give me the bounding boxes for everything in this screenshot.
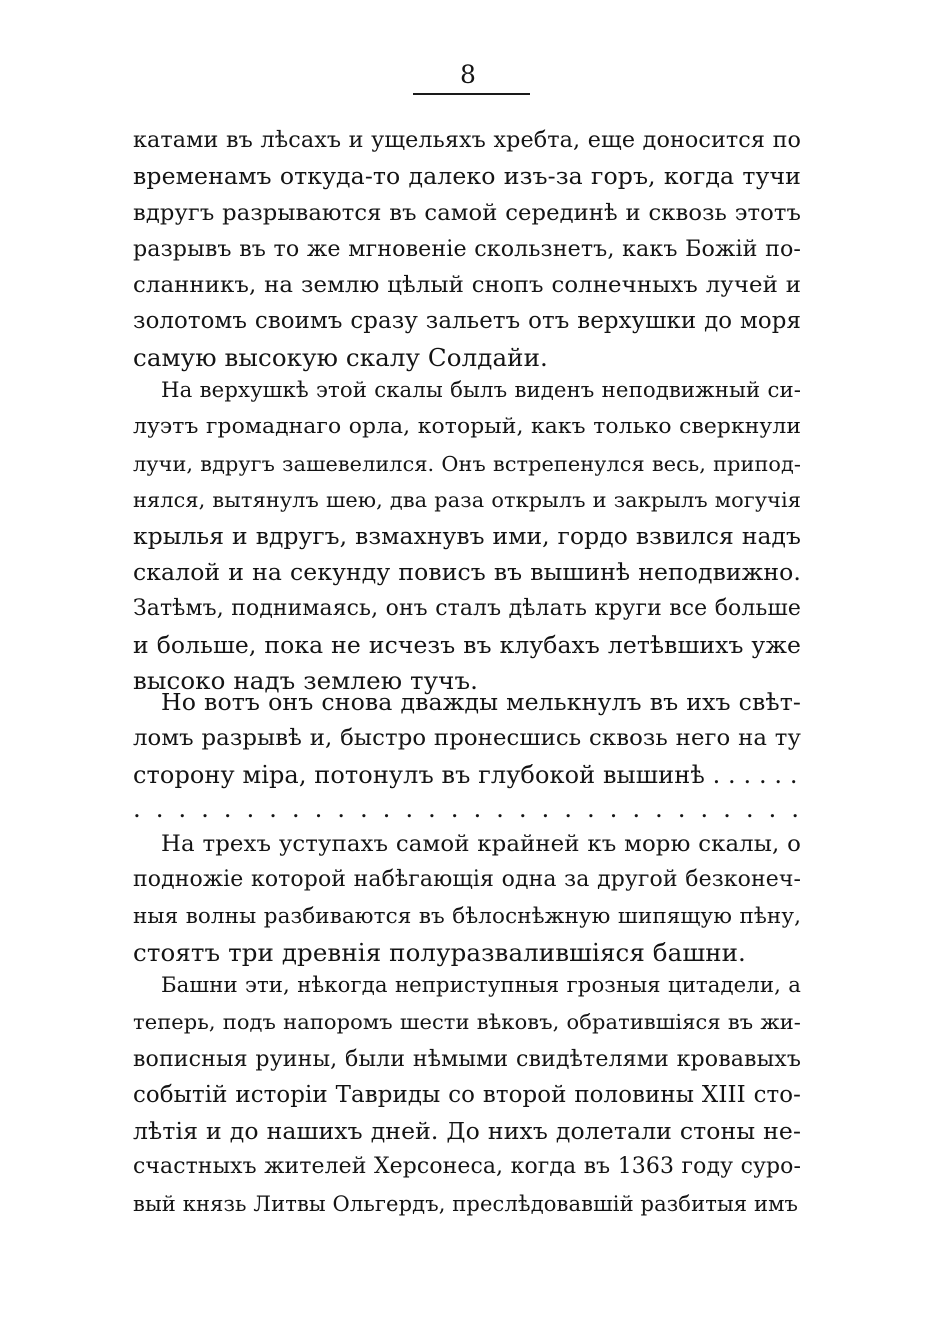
text-line: вдругъ разрываются въ самой серединѣ и сквозь этотъ <box>133 199 801 226</box>
text-line: крылья и вдругъ, взмахнувъ ими, гордо взвился надъ <box>133 522 801 551</box>
text-line: временамъ откуда-то далеко изъ-за горъ, когда тучи <box>133 162 801 191</box>
text-line: разрывъ въ то же мгновеніе скользнетъ, какъ Божій по- <box>133 235 801 262</box>
ellipsis-separator <box>133 791 801 827</box>
text-line: скалой и на секунду повисъ въ вышинѣ неподвижно. <box>133 558 801 587</box>
paragraph-2 <box>133 373 801 700</box>
paragraph-5 <box>133 968 801 1222</box>
text-line: нялся, вытянулъ шею, два раза открылъ и закрылъ могучія <box>133 487 801 512</box>
text-line: Затѣмъ, поднимаясь, онъ сталъ дѣлать круги все больше <box>133 595 801 621</box>
text-line: и больше, пока не исчезъ въ клубахъ летѣвшихъ уже <box>133 631 801 660</box>
page-number: 8 <box>460 60 476 89</box>
page-number-rule <box>413 93 530 95</box>
text-line: Но вотъ онъ снова дважды мелькнулъ въ ихъ свѣт- <box>161 688 801 716</box>
text-line: лучи, вдругъ зашевелился. Онъ встрепенулся весь, припод- <box>133 451 801 476</box>
text-line: На верхушкѣ этой скалы былъ виденъ неподвижный си- <box>161 378 801 403</box>
text-line: луэтъ громаднаго орла, который, какъ только сверкнули <box>133 414 801 440</box>
text-line: Башни эти, нѣкогда неприступныя грозныя цитадели, а <box>161 973 801 998</box>
text-line: золотомъ своимъ сразу зальетъ отъ верхушки до моря <box>133 308 801 335</box>
text-line: стоятъ три древнія полуразвалившіяся башни. <box>133 937 746 967</box>
text-line: катами въ лѣсахъ и ущельяхъ хребта, еще доносится по <box>133 127 801 153</box>
text-line: сланникъ, на землю цѣлый снопъ солнечныхъ лучей и <box>133 272 801 299</box>
text-line: подножіе которой набѣгающія одна за другой безконеч- <box>133 867 801 893</box>
text-line: высоко надъ землею тучъ. <box>133 666 479 696</box>
text-line: самую высокую скалу Солдайи. <box>133 342 548 372</box>
paragraph-4 <box>133 826 801 971</box>
paragraph-1 <box>133 122 801 376</box>
text-line: ломъ разрывѣ и, быстро пронесшись сквозь него на ту <box>133 725 801 752</box>
paragraph-3 <box>133 684 801 793</box>
text-line: ныя волны разбиваются въ бѣлоснѣжную шипящую пѣну, <box>133 903 801 929</box>
text-line: сторону міра, потонулъ въ глубокой вышинѣ . . . . . . <box>133 760 798 789</box>
text-line: вый князь Литвы Ольгердъ, преслѣдовавшій разбитыя имъ <box>133 1190 799 1216</box>
text-line: событій исторіи Тавриды со второй половины XIII сто- <box>133 1081 801 1108</box>
text-line: лѣтія и до нашихъ дней. До нихъ долетали стоны не- <box>133 1117 801 1146</box>
text-line: счастныхъ жителей Херсонеса, когда въ 1363 году суро- <box>133 1154 801 1180</box>
text-line: теперь, подъ напоромъ шести вѣковъ, обратившіяся въ жи- <box>133 1010 801 1035</box>
text-line: вописныя руины, были нѣмыми свидѣтелями кровавыхъ <box>133 1045 801 1072</box>
text-line: На трехъ уступахъ самой крайней къ морю скалы, о <box>161 831 801 857</box>
dotted-separator-line: . . . . . . . . . . . . . . . . . . . . . . . . . . . . . . <box>133 794 801 823</box>
